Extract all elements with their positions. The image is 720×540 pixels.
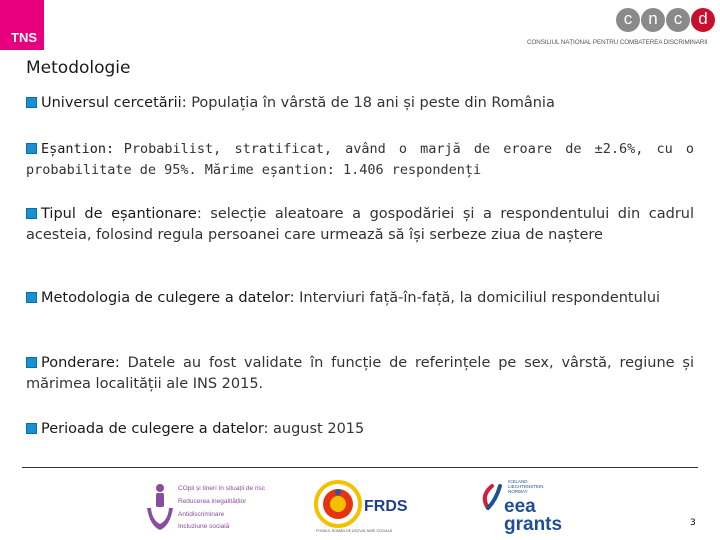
cncd-letters (616, 8, 715, 32)
children-hands-icon (144, 478, 294, 534)
frds-text: FRDS (364, 498, 408, 515)
list-item (26, 93, 694, 114)
item-text: august 2015 (273, 421, 365, 437)
square-bullet-icon (26, 208, 37, 219)
item-label: Tipul de eșantionare (41, 206, 197, 222)
frds-logo (312, 478, 412, 534)
cncd-letter-1: c (616, 8, 640, 32)
item-text: Interviuri față-în-față, la domiciliul respondentului (299, 290, 661, 306)
item-text: : selecție aleatoare a gospodăriei și a respondentului din cadrul acesteia, folosind regula persoanei care urmează să își serbeze ziua de naștere (26, 206, 694, 243)
tns-logo-text: TNS (11, 30, 37, 45)
eea-country-3: NORWAY (508, 489, 528, 494)
square-bullet-icon (26, 143, 37, 154)
item-label: Metodologia de culegere a datelor: (41, 290, 295, 306)
item-label: Ponderare: (41, 355, 120, 371)
list-item (26, 139, 694, 181)
cncd-letter-2: n (641, 8, 665, 32)
page-number: 3 (690, 518, 696, 528)
frds-subtitle: FONDUL ROMÂN DE DEZVOLTARE SOCIALĂ (316, 529, 393, 533)
cncd-subtitle: CONSILIUL NAȚIONAL PENTRU COMBATEREA DISCRIMINĂRII (527, 39, 708, 46)
square-bullet-icon (26, 423, 37, 434)
item-label: Eșantion: (41, 141, 115, 157)
item-label: Perioada de culegere a datelor: (41, 421, 269, 437)
item-text: Populația în vârstă de 18 ani și peste din România (191, 95, 555, 111)
grants-word: grants (504, 514, 563, 534)
list-item (26, 353, 694, 395)
list-item (26, 204, 694, 246)
eea-grants-icon (478, 478, 578, 534)
child-logo-line-1: COpii și tineri în situații de risc (178, 485, 266, 492)
eea-grants-logo (478, 478, 578, 534)
square-bullet-icon (26, 97, 37, 108)
cncd-letter-3: c (666, 8, 690, 32)
eea-country-2: LIECHTENSTEIN (508, 484, 544, 489)
item-text: Datele au fost validate în funcție de referințele pe sex, vârstă, regiune și mărimea localității ale INS 2015. (26, 355, 694, 392)
child-logo-line-2: Reducerea inegalităților (178, 498, 247, 505)
item-label: Universul cercetării: (41, 95, 187, 111)
cncd-letter-4: d (691, 8, 715, 32)
child-logo-line-3: Antidiscriminare (178, 511, 225, 518)
list-item (26, 288, 694, 309)
page-title: Metodologie (26, 58, 131, 78)
tns-logo (0, 0, 44, 50)
square-bullet-icon (26, 357, 37, 368)
children-program-logo (144, 478, 294, 534)
eea-country-1: ICELAND (508, 479, 528, 484)
child-logo-line-4: Incluziune socială (178, 523, 230, 530)
cncd-logo (527, 8, 717, 52)
item-text: Probabilist, stratificat, având o marjă de eroare de ±2.6%, cu o probabilitate de 95%. Mărime eșantion: 1.406 respondenți (26, 141, 695, 178)
frds-sun-icon (312, 478, 412, 534)
footer-divider (22, 467, 698, 468)
list-item (26, 419, 694, 440)
square-bullet-icon (26, 292, 37, 303)
eea-word: eea (504, 496, 536, 517)
